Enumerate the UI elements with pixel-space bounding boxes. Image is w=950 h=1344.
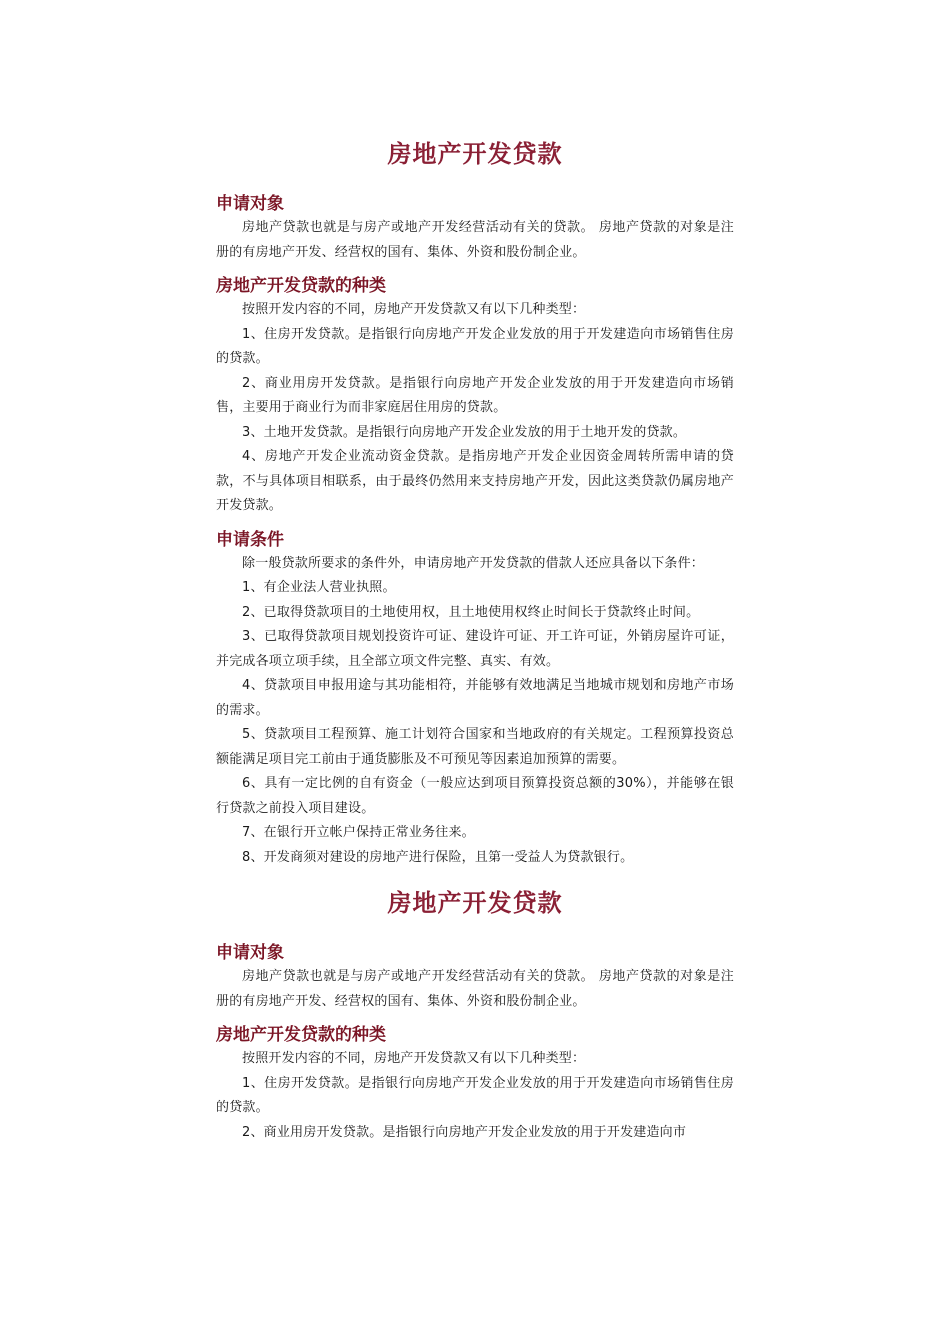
document-title: 房地产开发贷款 [387, 889, 563, 917]
section-heading: 申请对象 [216, 194, 284, 214]
paragraph: 按照开发内容的不同，房地产开发贷款又有以下几种类型： [242, 1051, 586, 1066]
paragraph: 除一般贷款所要求的条件外，申请房地产开发贷款的借款人还应具备以下条件： [242, 555, 705, 571]
paragraph: 2、已取得贷款项目的土地使用权，且土地使用权终止时间长于贷款终止时间。 [242, 604, 700, 620]
paragraph: 4、贷款项目申报用途与其功能相符，并能够有效地满足当地城市规划和房地产市场的需求。 [216, 678, 734, 718]
paragraph: 7、在银行开立帐户保持正常业务往来。 [242, 825, 475, 840]
section-heading: 房地产开发贷款的种类 [216, 276, 386, 296]
paragraph: 3、已取得贷款项目规划投资许可证、建设许可证、开工许可证，外销房屋许可证，并完成各项立项手续，且全部立项文件完整、真实、有效。 [216, 629, 734, 669]
paragraph: 8、开发商须对建设的房地产进行保险，且第一受益人为贷款银行。 [242, 849, 634, 865]
paragraph: 4、房地产开发企业流动资金贷款。是指房地产开发企业因资金周转所需申请的贷款，不与具体项目相联系，由于最终仍然用来支持房地产开发，因此这类贷款仍属房地产开发贷款。 [216, 449, 734, 513]
section-heading: 申请对象 [216, 943, 284, 963]
paragraph: 1、住房开发贷款。是指银行向房地产开发企业发放的用于开发建造向市场销售住房的贷款。 [216, 1075, 734, 1115]
document-title: 房地产开发贷款 [387, 140, 563, 168]
paragraph: 6、具有一定比例的自有资金（一般应达到项目预算投资总额的30%），并能够在银行贷款之前投入项目建设。 [216, 776, 734, 816]
section-heading: 申请条件 [216, 529, 284, 550]
paragraph: 1、住房开发贷款。是指银行向房地产开发企业发放的用于开发建造向市场销售住房的贷款。 [216, 326, 734, 366]
document-page [216, 130, 734, 1145]
section-heading: 房地产开发贷款的种类 [216, 1025, 386, 1045]
paragraph: 2、商业用房开发贷款。是指银行向房地产开发企业发放的用于开发建造向市 [242, 1124, 687, 1140]
paragraph: 3、土地开发贷款。是指银行向房地产开发企业发放的用于土地开发的贷款。 [242, 424, 687, 440]
paragraph: 2、商业用房开发贷款。是指银行向房地产开发企业发放的用于开发建造向市场销售，主要用于商业行为而非家庭居住用房的贷款。 [216, 375, 734, 415]
paragraph: 1、有企业法人营业执照。 [242, 580, 396, 595]
paragraph: 5、贷款项目工程预算、施工计划符合国家和当地政府的有关规定。工程预算投资总额能满足项目完工前由于通货膨胀及不可预见等因素追加预算的需要。 [216, 727, 734, 767]
paragraph: 房地产贷款也就是与房产或地产开发经营活动有关的贷款。 房地产贷款的对象是注册的有房地产开发、经营权的国有、集体、外资和股份制企业。 [216, 969, 734, 1009]
paragraph: 按照开发内容的不同，房地产开发贷款又有以下几种类型： [242, 302, 586, 317]
paragraph: 房地产贷款也就是与房产或地产开发经营活动有关的贷款。 房地产贷款的对象是注册的有房地产开发、经营权的国有、集体、外资和股份制企业。 [216, 220, 734, 260]
